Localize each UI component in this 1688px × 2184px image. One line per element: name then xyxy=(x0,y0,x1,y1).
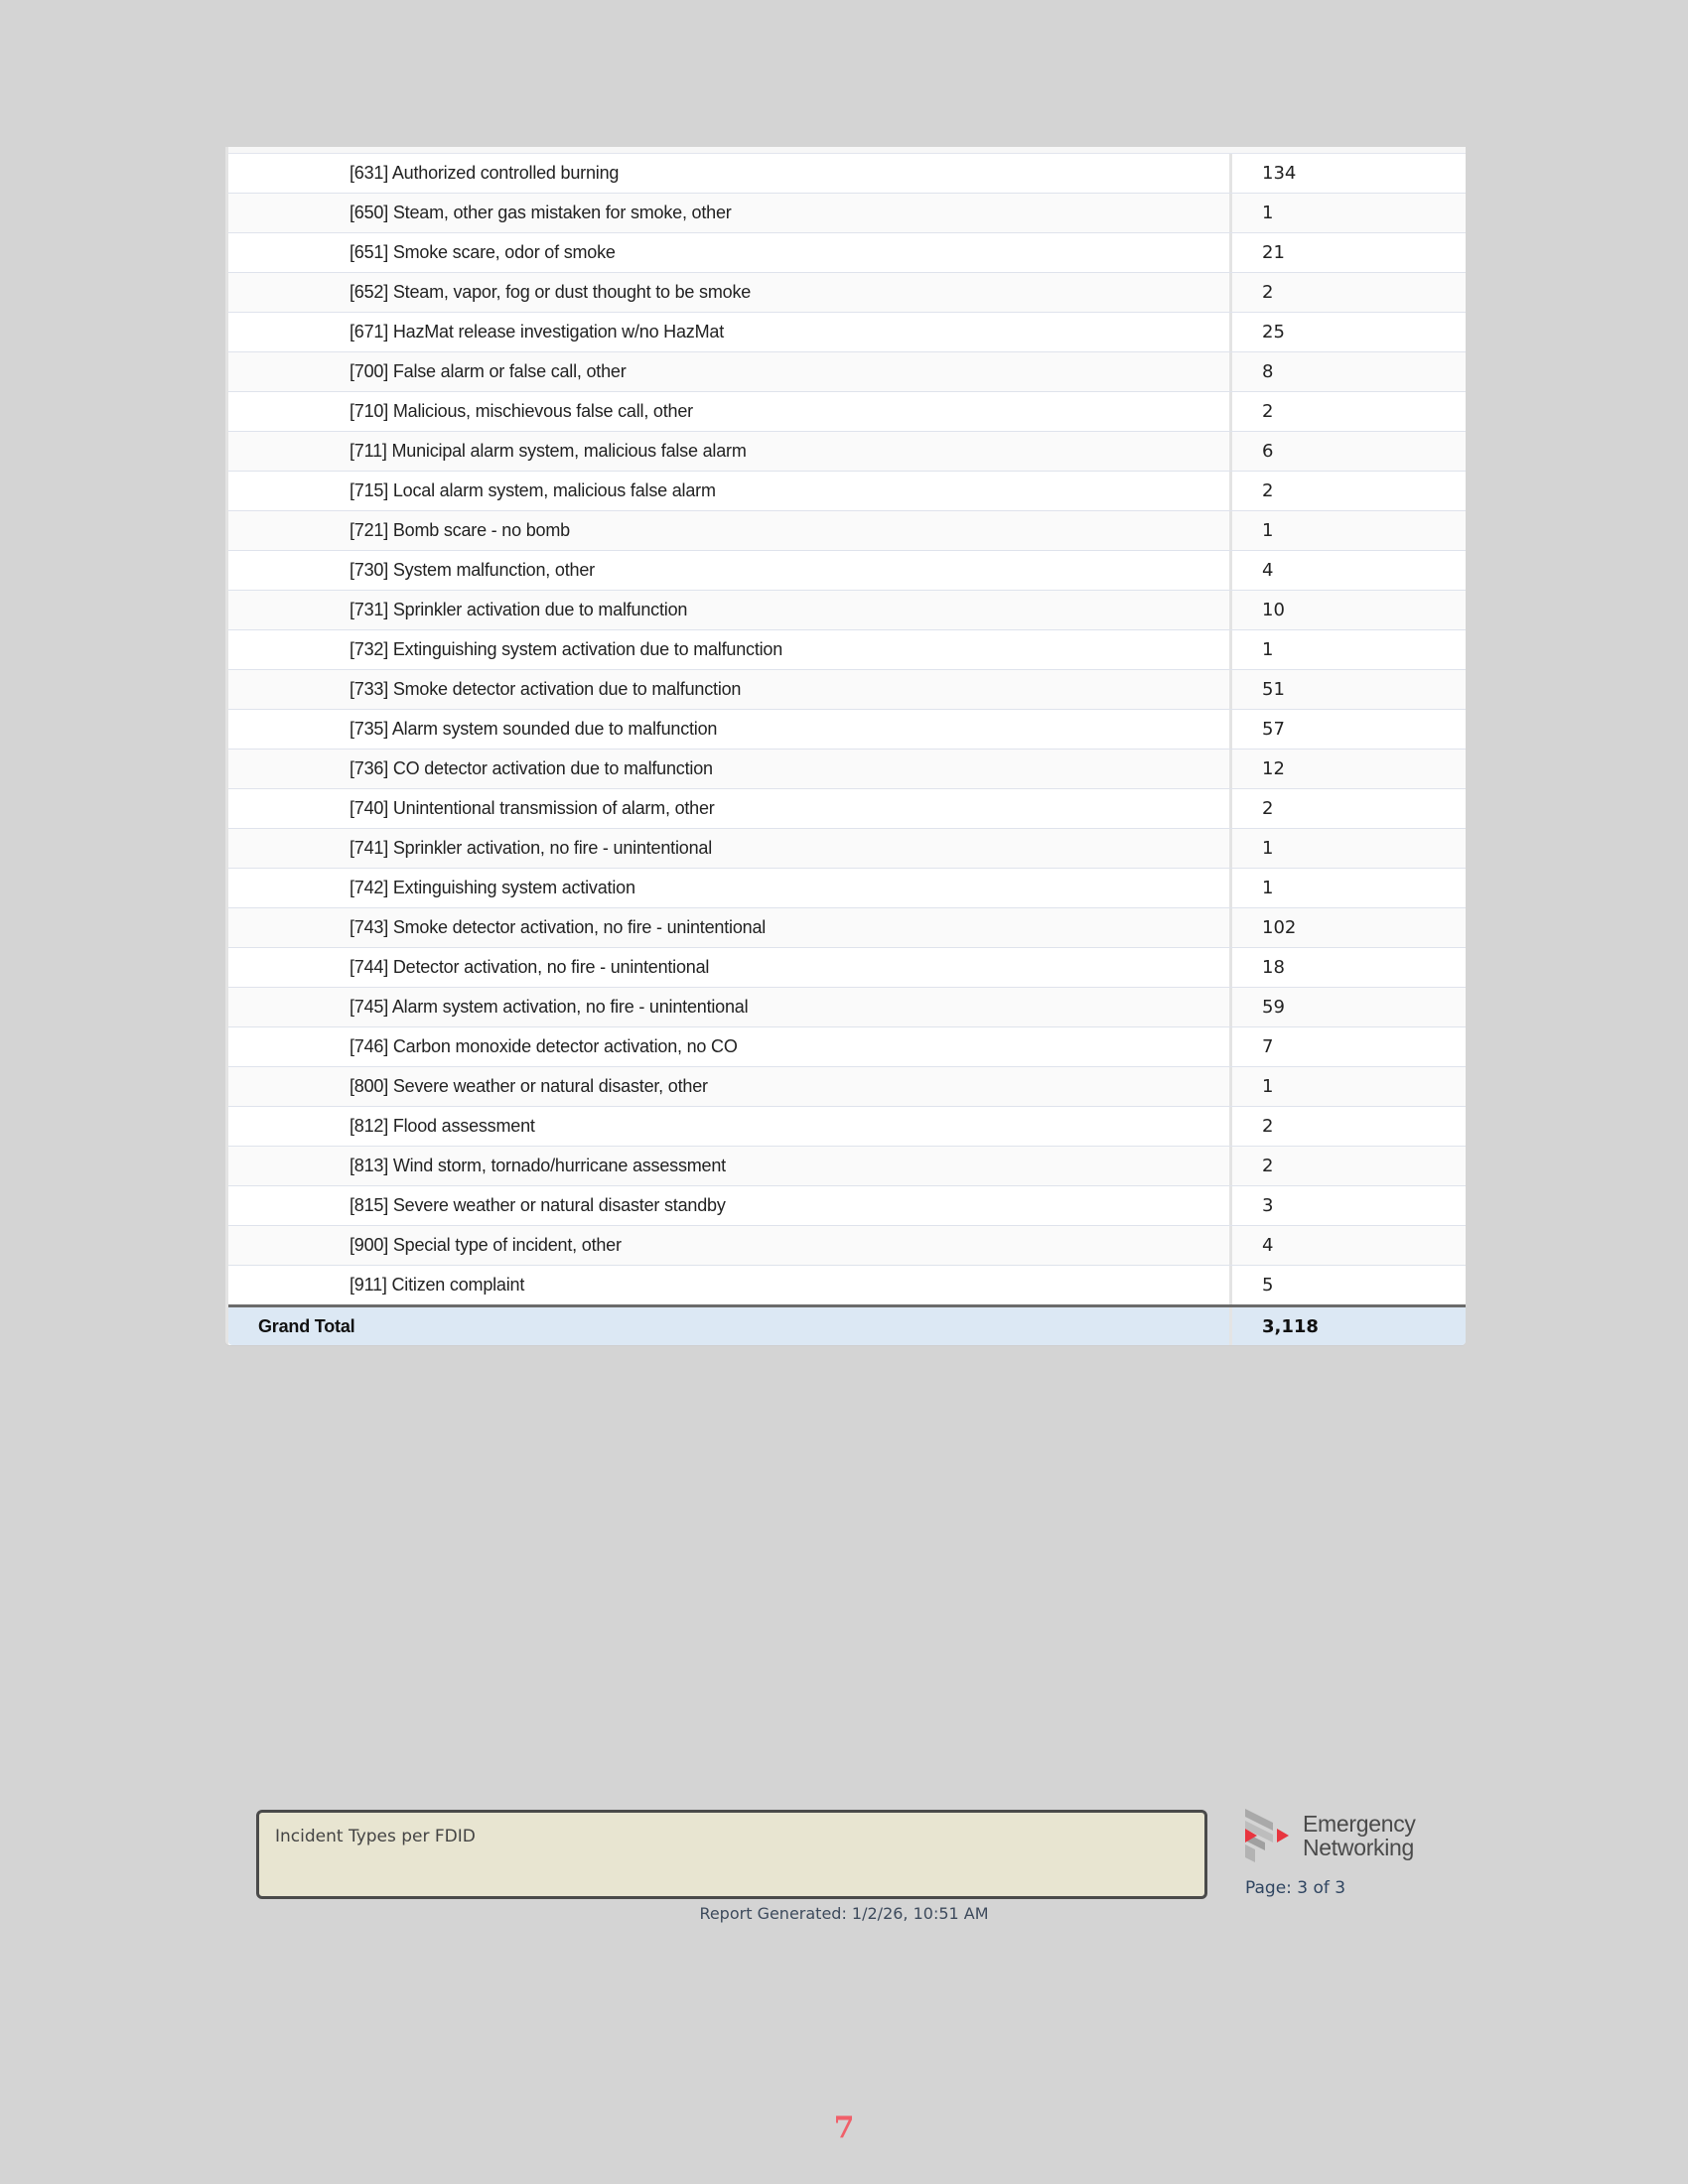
incident-type-label: [700] False alarm or false call, other xyxy=(228,352,1232,391)
table-row xyxy=(228,511,1466,551)
table-top-strip xyxy=(228,147,1466,154)
incident-count: 1 xyxy=(1262,1076,1274,1097)
incident-type-label: [743] Smoke detector activation, no fire - unintentional xyxy=(228,908,1232,947)
table-body xyxy=(228,154,1466,1307)
table-row xyxy=(228,591,1466,630)
incident-type-label: [710] Malicious, mischievous false call, other xyxy=(228,392,1232,431)
logo-line-1: Emergency xyxy=(1303,1811,1416,1837)
incident-count: 59 xyxy=(1262,997,1285,1018)
incident-count: 7 xyxy=(1262,1036,1274,1057)
incident-count: 25 xyxy=(1262,322,1285,342)
incident-count: 2 xyxy=(1262,1116,1274,1137)
table-row xyxy=(228,194,1466,233)
incident-type-label: [733] Smoke detector activation due to malfunction xyxy=(228,670,1232,709)
table-row xyxy=(228,670,1466,710)
table-row xyxy=(228,789,1466,829)
logo-wordmark xyxy=(1303,1812,1416,1859)
incident-types-table xyxy=(225,147,1466,1345)
table-row xyxy=(228,352,1466,392)
incident-count: 4 xyxy=(1262,1235,1274,1256)
incident-count: 21 xyxy=(1262,242,1285,263)
table-row xyxy=(228,908,1466,948)
table-row xyxy=(228,1226,1466,1266)
incident-type-label: [741] Sprinkler activation, no fire - unintentional xyxy=(228,829,1232,868)
emergency-networking-logo-icon xyxy=(1243,1809,1293,1862)
table-row xyxy=(228,313,1466,352)
report-title: Incident Types per FDID xyxy=(275,1827,476,1846)
incident-count: 12 xyxy=(1262,758,1285,779)
incident-count: 8 xyxy=(1262,361,1274,382)
logo-line-2: Networking xyxy=(1303,1835,1415,1860)
table-row xyxy=(228,392,1466,432)
incident-count: 57 xyxy=(1262,719,1285,740)
incident-type-label: [631] Authorized controlled burning xyxy=(228,154,1232,193)
incident-type-label: [812] Flood assessment xyxy=(228,1107,1232,1146)
incident-type-label: [730] System malfunction, other xyxy=(228,551,1232,590)
table-row xyxy=(228,988,1466,1027)
incident-type-label: [744] Detector activation, no fire - unintentional xyxy=(228,948,1232,987)
document-page-number: 7 xyxy=(833,2111,855,2145)
incident-type-label: [721] Bomb scare - no bomb xyxy=(228,511,1232,550)
incident-count: 2 xyxy=(1262,1156,1274,1176)
report-generated-timestamp: Report Generated: 1/2/26, 10:51 AM xyxy=(699,1904,989,1923)
report-title-box xyxy=(256,1810,1207,1899)
incident-count: 2 xyxy=(1262,798,1274,819)
incident-type-label: [715] Local alarm system, malicious false alarm xyxy=(228,472,1232,510)
incident-type-label: [736] CO detector activation due to malfunction xyxy=(228,750,1232,788)
incident-type-label: [742] Extinguishing system activation xyxy=(228,869,1232,907)
table-row xyxy=(228,630,1466,670)
incident-count: 4 xyxy=(1262,560,1274,581)
table-row xyxy=(228,829,1466,869)
grand-total-count: 3,118 xyxy=(1262,1315,1319,1337)
table-row xyxy=(228,948,1466,988)
grand-total-row xyxy=(228,1307,1466,1345)
incident-type-label: [911] Citizen complaint xyxy=(228,1266,1232,1304)
incident-count: 10 xyxy=(1262,600,1285,620)
table-row xyxy=(228,1266,1466,1307)
table-row xyxy=(228,1186,1466,1226)
table-row xyxy=(228,1027,1466,1067)
table-row xyxy=(228,750,1466,789)
table-row xyxy=(228,1147,1466,1186)
incident-count: 2 xyxy=(1262,480,1274,501)
incident-count: 1 xyxy=(1262,878,1274,898)
table-row xyxy=(228,869,1466,908)
incident-type-label: [731] Sprinkler activation due to malfunction xyxy=(228,591,1232,629)
incident-count: 1 xyxy=(1262,639,1274,660)
table-row xyxy=(228,1067,1466,1107)
incident-count: 51 xyxy=(1262,679,1285,700)
incident-type-label: [740] Unintentional transmission of alarm, other xyxy=(228,789,1232,828)
incident-type-label: [651] Smoke scare, odor of smoke xyxy=(228,233,1232,272)
incident-type-label: [815] Severe weather or natural disaster standby xyxy=(228,1186,1232,1225)
page-indicator: Page: 3 of 3 xyxy=(1245,1878,1346,1898)
incident-type-label: [745] Alarm system activation, no fire - unintentional xyxy=(228,988,1232,1026)
incident-count: 134 xyxy=(1262,163,1297,184)
emergency-networking-logo xyxy=(1243,1809,1416,1862)
incident-count: 5 xyxy=(1262,1275,1274,1296)
incident-type-label: [746] Carbon monoxide detector activation, no CO xyxy=(228,1027,1232,1066)
table-row xyxy=(228,233,1466,273)
incident-type-label: [800] Severe weather or natural disaster, other xyxy=(228,1067,1232,1106)
grand-total-label: Grand Total xyxy=(228,1307,1232,1345)
incident-count: 2 xyxy=(1262,282,1274,303)
incident-count: 18 xyxy=(1262,957,1285,978)
incident-count: 1 xyxy=(1262,520,1274,541)
incident-type-label: [813] Wind storm, tornado/hurricane assessment xyxy=(228,1147,1232,1185)
incident-type-label: [732] Extinguishing system activation due to malfunction xyxy=(228,630,1232,669)
incident-count: 3 xyxy=(1262,1195,1274,1216)
table-row xyxy=(228,551,1466,591)
table-row xyxy=(228,432,1466,472)
incident-type-label: [900] Special type of incident, other xyxy=(228,1226,1232,1265)
table-row xyxy=(228,710,1466,750)
incident-type-label: [650] Steam, other gas mistaken for smoke, other xyxy=(228,194,1232,232)
table-row xyxy=(228,273,1466,313)
incident-count: 1 xyxy=(1262,838,1274,859)
incident-count: 2 xyxy=(1262,401,1274,422)
incident-count: 1 xyxy=(1262,203,1274,223)
table-row xyxy=(228,154,1466,194)
incident-type-label: [671] HazMat release investigation w/no HazMat xyxy=(228,313,1232,351)
incident-count: 6 xyxy=(1262,441,1274,462)
incident-type-label: [735] Alarm system sounded due to malfunction xyxy=(228,710,1232,749)
table-row xyxy=(228,472,1466,511)
table-row xyxy=(228,1107,1466,1147)
incident-type-label: [711] Municipal alarm system, malicious false alarm xyxy=(228,432,1232,471)
incident-count: 102 xyxy=(1262,917,1297,938)
incident-type-label: [652] Steam, vapor, fog or dust thought to be smoke xyxy=(228,273,1232,312)
